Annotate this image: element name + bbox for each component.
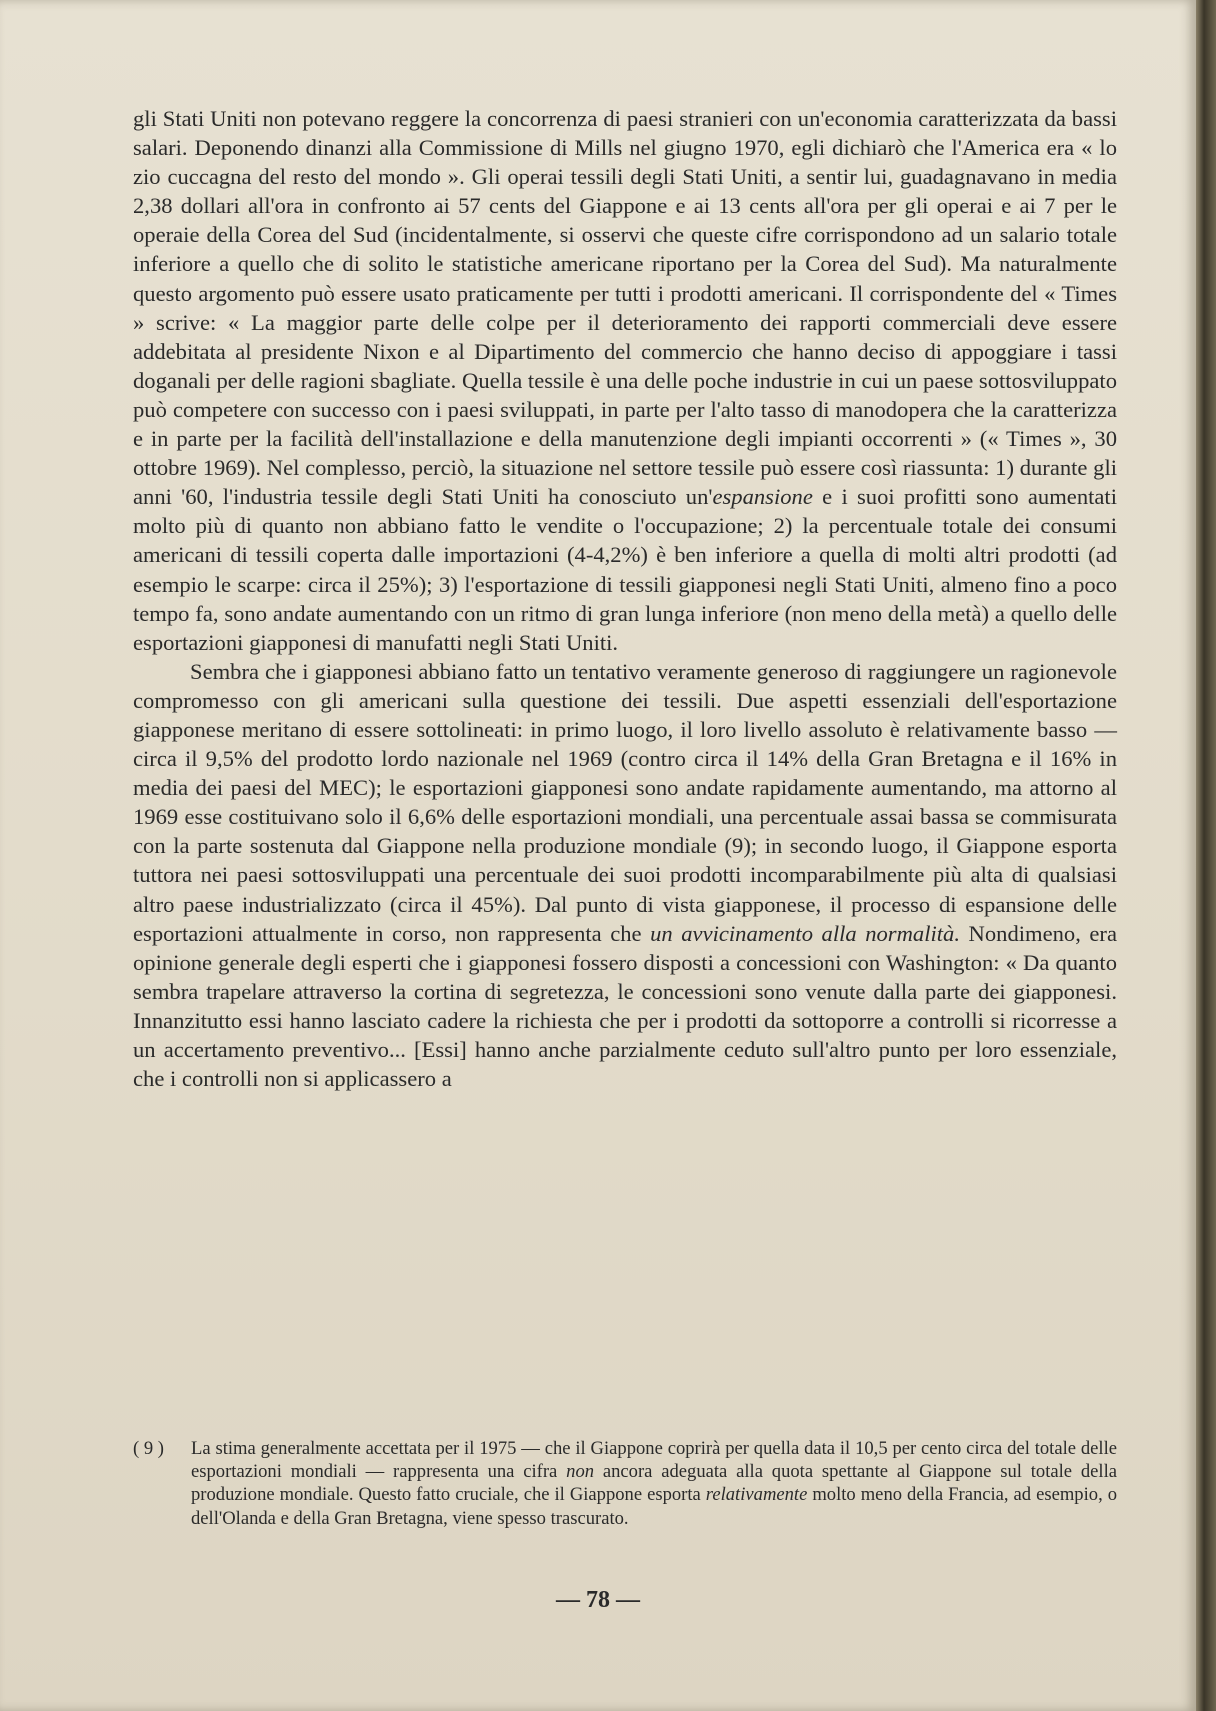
footnote-italic-a: non [566,1461,595,1483]
footnote-text-a: La stima generalmente accettata per il 1975 — che il Giappone coprirà per quella data il 10,5 per cento circa del totale delle esportazioni mondiali — rappresenta una cifra [191,1438,1117,1483]
paragraph-2-text: Sembra che i giapponesi abbiano fatto un tentativo veramente generoso di raggiungere un ragionevole compromesso con gli americani sulla questione dei tessili. Due aspetti essenziali dell'esportazione giapponese meritano di essere sottolineati: in primo luogo, il loro livello assoluto è relativamente basso — circa il 9,5% del prodotto lordo nazionale nel 1969 (contro circa il 14% della Gran Bretagna e il 16% in media dei paesi del MEC); le esportazioni giapponesi sono andate rapidamente aumentando, ma attorno al 1969 esse costituivano solo il 6,6% delle esportazioni mondiali, una percentuale assai bassa se commisurata con la parte sostenuta dal Giappone nella produzione mondiale (9); in secondo luogo, il Giappone esporta tuttora nei paesi sottosviluppati una percentuale dei suoi prodotti incomparabilmente più alta di qualsiasi altro paese industrializzato (circa il 45%). Dal punto di vista giapponese, il processo di espansione delle esportazioni attualmente in corso, non rappresenta che [133,658,1117,946]
paragraph-1-text: gli Stati Uniti non potevano reggere la concorrenza di paesi stranieri con un'economia caratterizzata da bassi salari. Deponendo dinanzi alla Commissione di Mills nel giugno 1970, egli dichiarò che l'America era « lo zio cuccagna del resto del mondo ». Gli operai tessili degli Stati Uniti, a sentir lui, guadagnavano in media 2,38 dollari all'ora in confronto ai 57 cents del Giappone e ai 13 cents all'ora per gli operai e ai 7 per le operaie della Corea del Sud (incidentalmente, si osservi che queste cifre corrispondono ad un salario totale inferiore a quello che di solito le statistiche americane riportano per la Corea del Sud). Ma naturalmente questo argomento può essere usato praticamente per tutti i prodotti americani. Il corrispondente del « Times » scrive: « La maggior parte delle colpe per il deterioramento dei rapporti commerciali deve essere addebitata al presidente Nixon e al Dipartimento del commercio che hanno deciso di appoggiare i tassi doganali per delle ragioni sbagliate. Quella tessile è una delle poche industrie in cui un paese sottosviluppato può competere con successo con i paesi sviluppati, in parte per l'alto tasso di manodopera che la caratterizza e in parte per la facilità dell'installazione e della manutenzione degli impianti occorrenti » (« Times », 30 ottobre 1969). Nel complesso, perciò, la situazione nel settore tessile può essere così riassunta: 1) durante gli anni '60, l'industria tessile degli Stati Uniti ha conosciuto un' [133,106,1117,510]
footnote-marker: ( 9 ) [133,1438,164,1459]
paragraph-1-italic: espansione [712,484,813,510]
paragraph-2-tail: Nondimeno, era opinione generale degli esperti che i giapponesi fossero disposti a concessioni con Washington: « Da quanto sembra trapelare attraverso la cortina di segretezza, le concessioni sono venute dalla parte dei giapponesi. Innanzitutto essi hanno lasciato cadere la richiesta che per i prodotti da sottoporre a controlli si ricorresse a un accertamento preventivo... [Essi] hanno anche parzialmente ceduto sull'altro punto per loro essenziale, che i controlli non si applicassero a [133,920,1117,1092]
footnote-text [191,1437,1117,1530]
footnote-italic-b: relativamente [705,1484,808,1506]
page-number: — 78 — [556,1587,640,1613]
paragraph-2 [133,657,1117,1093]
paragraph-1-tail: e i suoi profitti sono aumentati molto più di quanto non abbiano fatto le vendite o l'occupazione; 2) la percentuale totale dei consumi americani di tessili coperta dalle importazioni (4-4,2%) è ben inferiore a quella di molti altri prodotti (ad esempio le scarpe: circa il 25%); 3) l'esportazione di tessili giapponesi negli Stati Uniti, almeno fino a poco tempo fa, sono andate aumentando con un ritmo di gran lunga inferiore (non meno della metà) a quello delle esportazioni giapponesi di manufatti negli Stati Uniti. [133,484,1117,655]
paragraph-2-italic: un avvicinamento alla normalità. [650,920,960,946]
footnote-text-c: molto meno della Francia, ad esempio, o dell'Olanda e della Gran Bretagna, viene spesso trascurato. [191,1484,1118,1529]
main-text [133,104,1117,1093]
paragraph-1 [133,104,1117,657]
footnote-text-b: ancora adeguata alla quota spettante al Giappone sul totale della produzione mondiale. Questo fatto cruciale, che il Giappone esporta [191,1461,1117,1506]
page-edge [1196,0,1216,1711]
footnote-9 [133,1437,1117,1530]
